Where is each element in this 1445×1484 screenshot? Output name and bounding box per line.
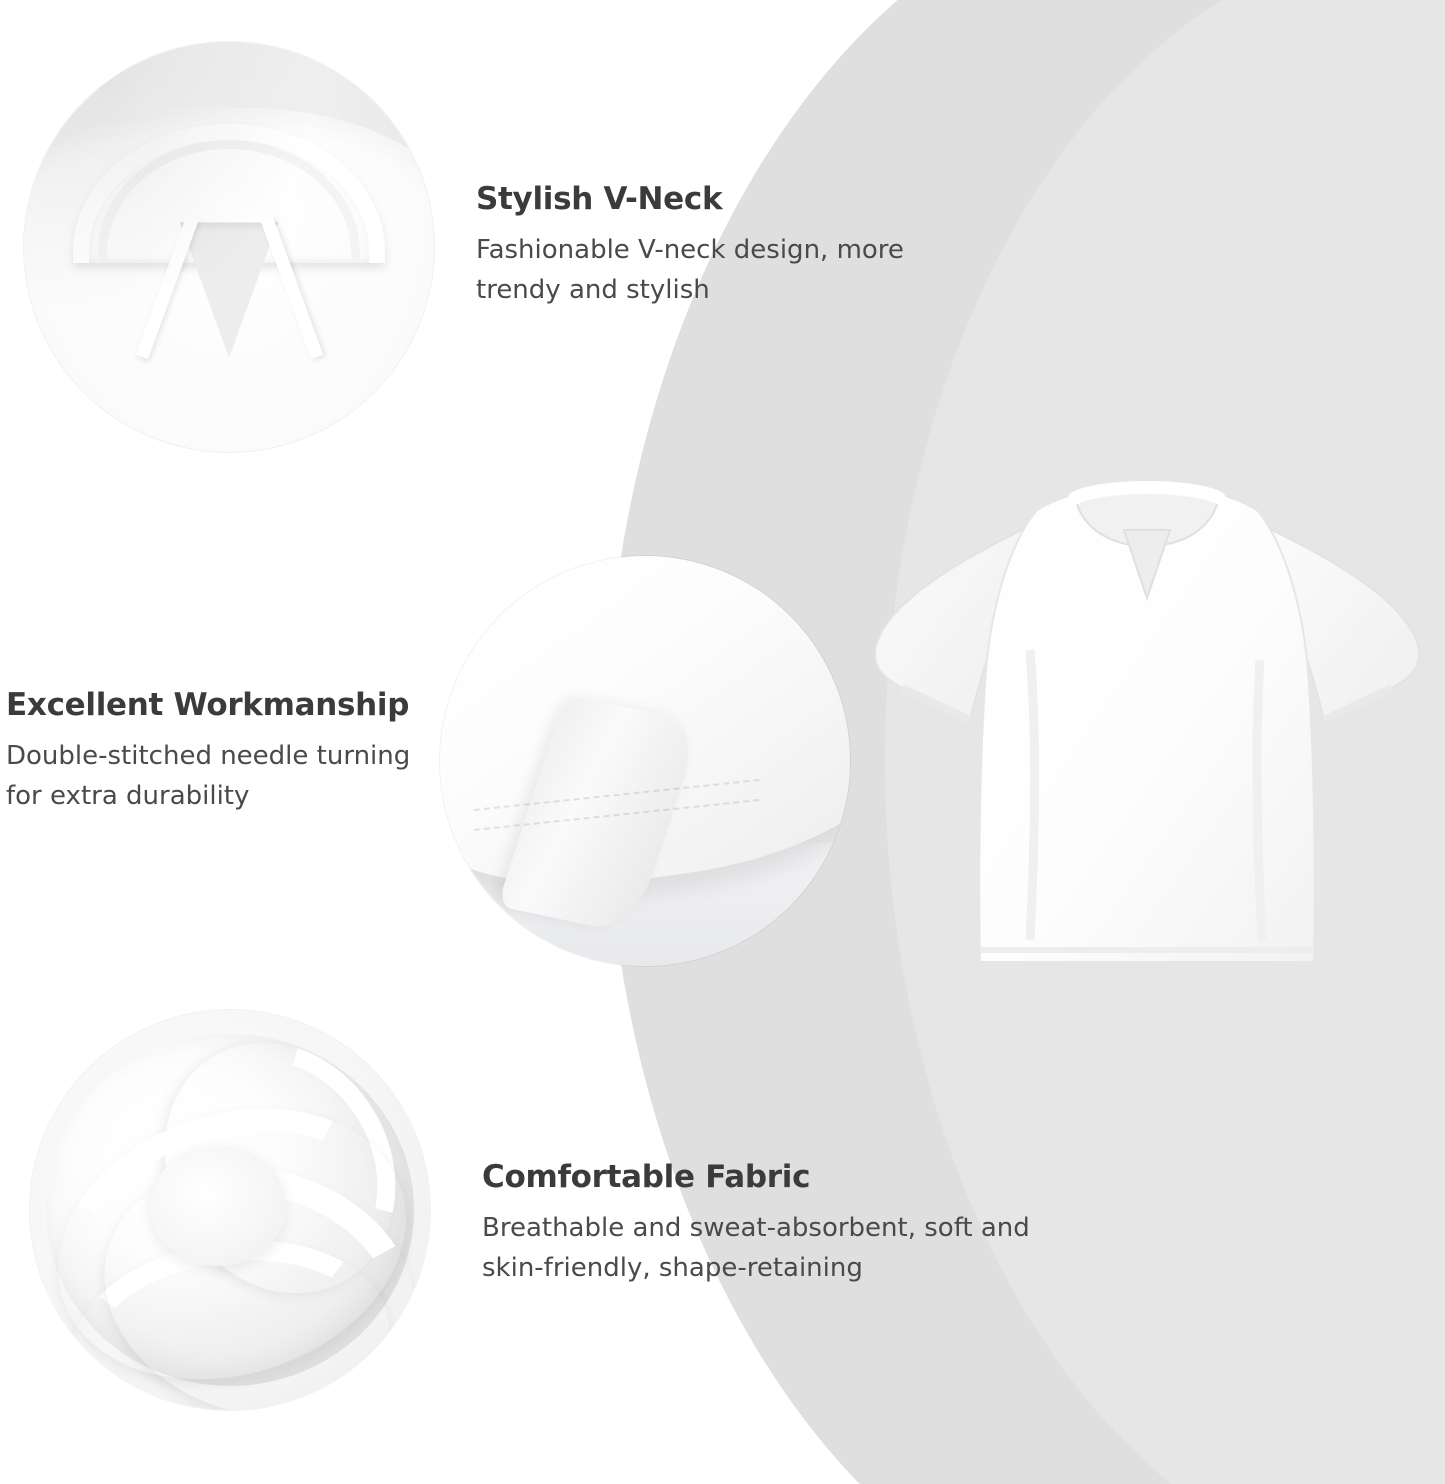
feature-text-stylish-v-neck <box>476 182 996 311</box>
feature-title-stylish-v-neck: Stylish V-Neck <box>476 181 723 217</box>
fabric-swirl-center-shape <box>150 1146 286 1266</box>
feature-text-comfortable-fabric <box>482 1160 1062 1289</box>
product-tshirt-image <box>862 470 1432 990</box>
fabric-swirl-closeup-photo <box>30 1010 430 1410</box>
tshirt-fold-left <box>1030 650 1035 940</box>
tshirt-fold-right <box>1257 660 1262 940</box>
feature-title-comfortable-fabric: Comfortable Fabric <box>482 1159 811 1195</box>
feature-title-excellent-workmanship: Excellent Workmanship <box>6 687 410 723</box>
feature-description-stylish-v-neck: Fashionable V-neck design, more trendy and stylish <box>476 235 904 306</box>
feature-description-comfortable-fabric: Breathable and sweat-absorbent, soft and skin-friendly, shape-retaining <box>482 1213 1030 1284</box>
feature-description-excellent-workmanship: Double-stitched needle turning for extra durability <box>6 741 411 812</box>
feature-text-excellent-workmanship <box>6 688 426 817</box>
vneck-photo-shadow-overlay <box>24 42 434 452</box>
v-neck-collar-closeup-photo <box>24 42 434 452</box>
hem-stitching-closeup-photo <box>440 556 850 966</box>
